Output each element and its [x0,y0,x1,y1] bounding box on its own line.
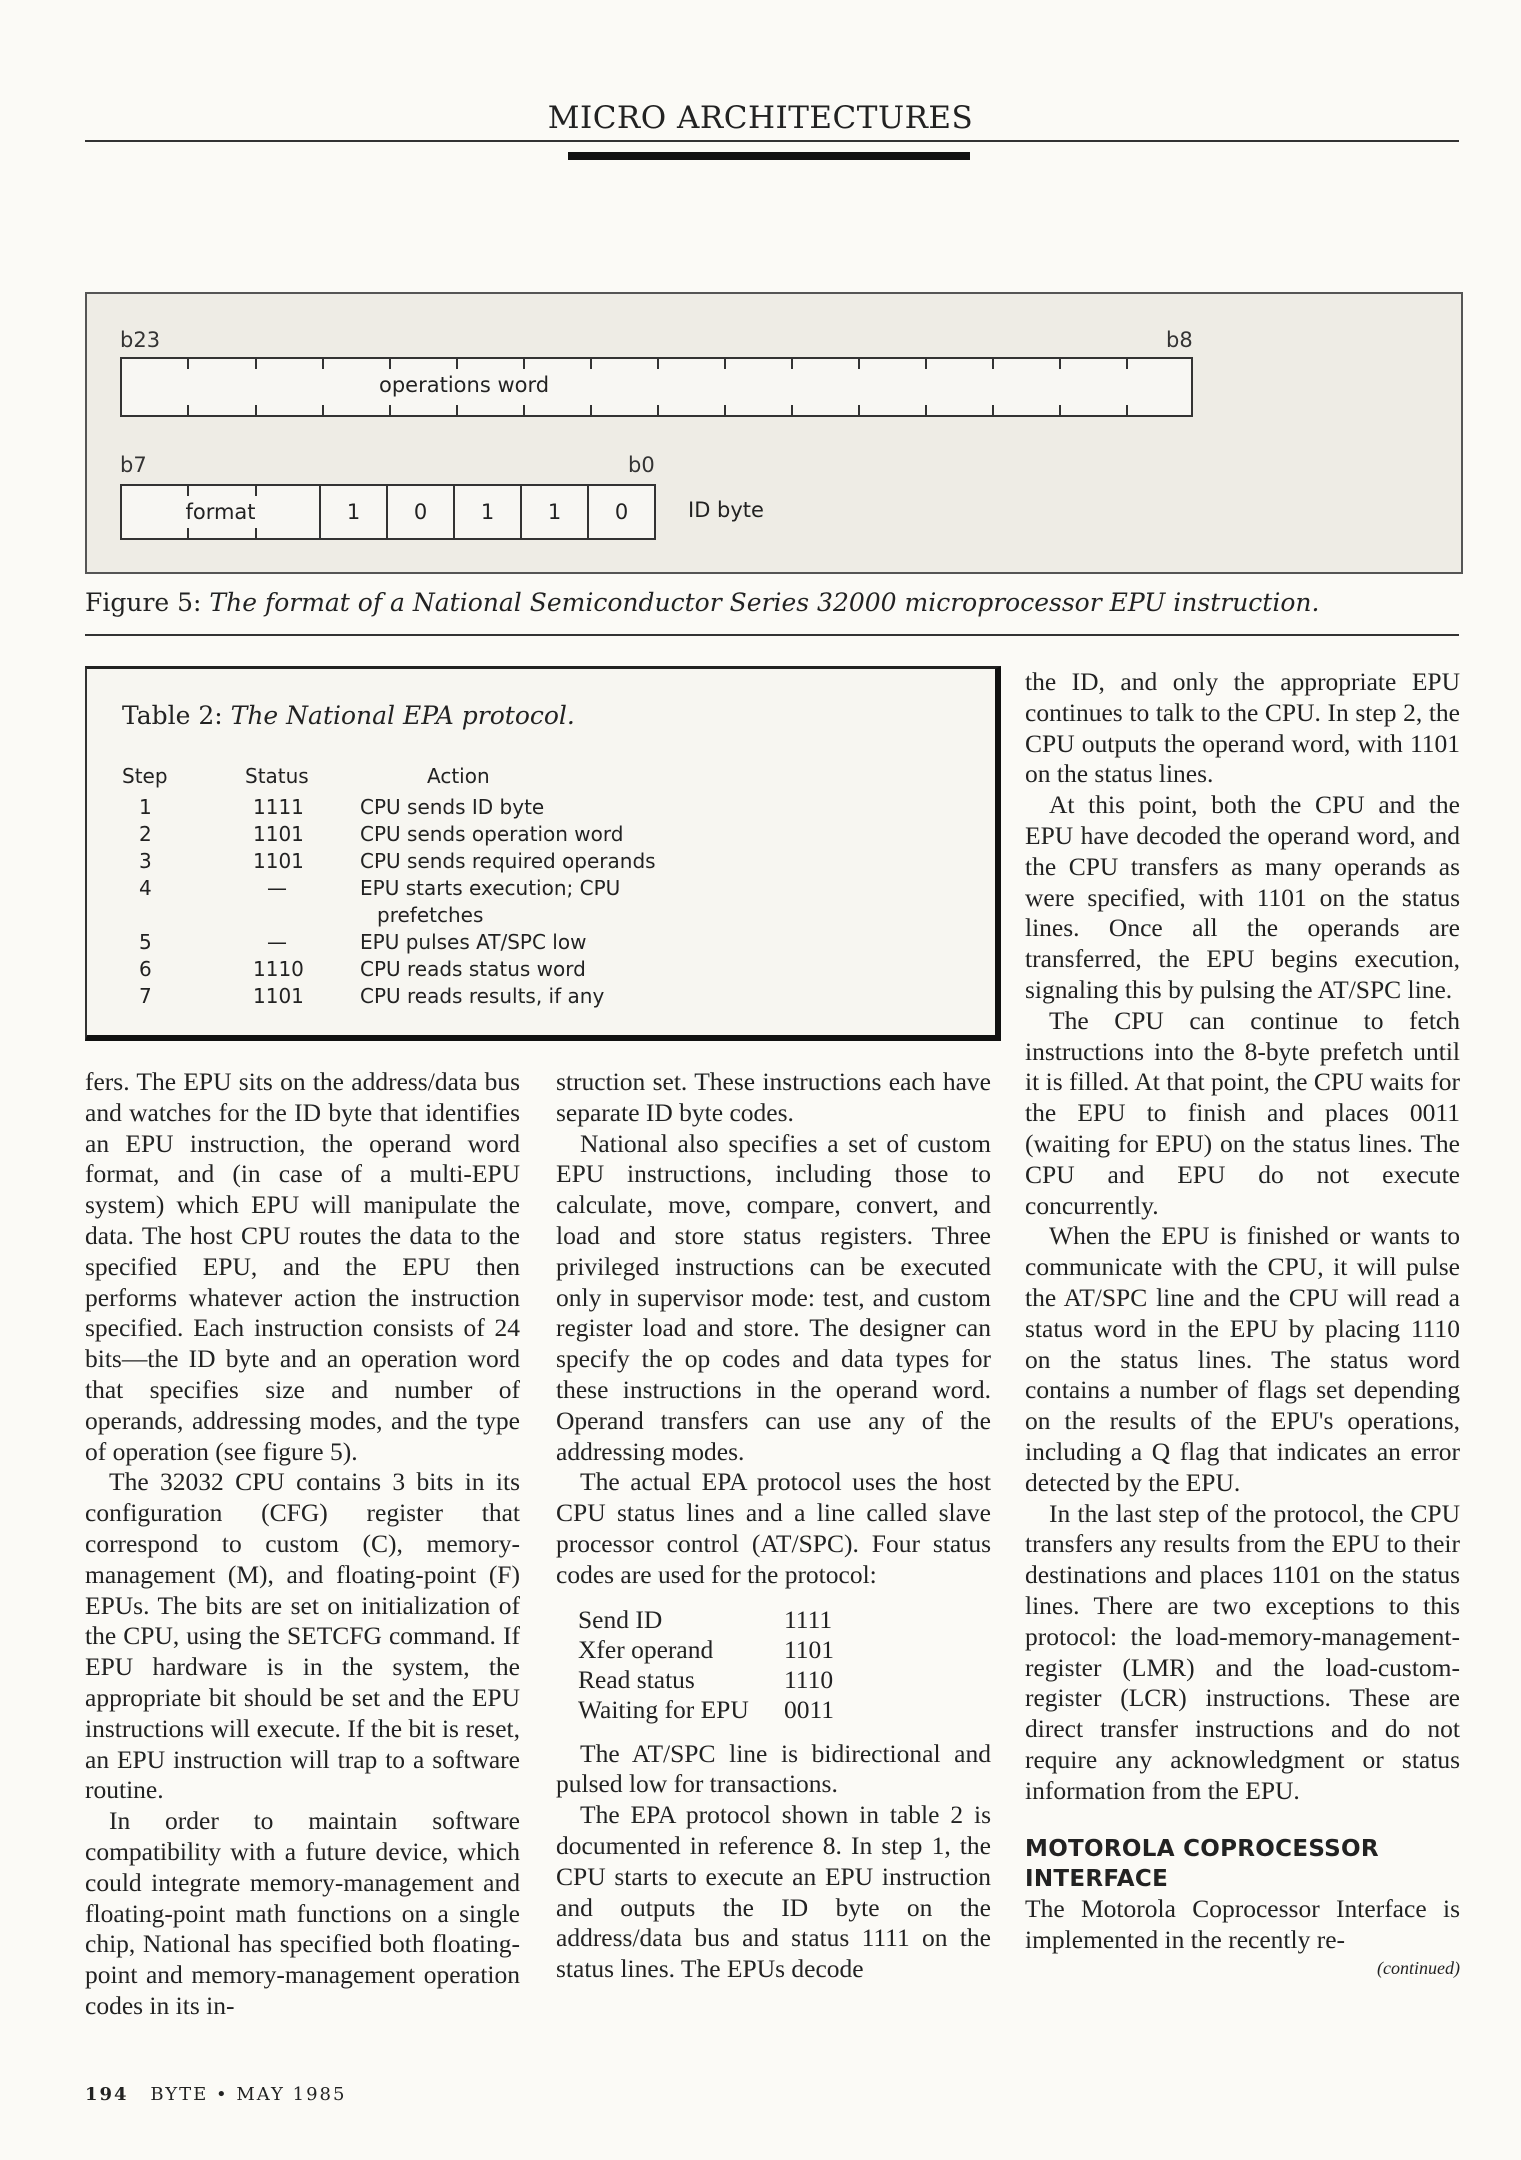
caption-rule [85,634,1459,636]
paragraph: struction set. These instructions each have separate ID byte codes. [556,1067,991,1127]
text-column-2 [556,1067,991,1985]
page-footer [85,2084,346,2105]
paragraph: National also specifies a set of custom EPU instructions, including those to calculate, move, compare, convert, and load and store status registers. Three privileged instructions can be executed only in supervisor mode: test, and custom register load and store. The designer can specify the op codes and data types for these instructions in the operand word. Operand transfers can use any of the addressing modes. [556,1128,991,1466]
operations-word-label: operations word [379,373,550,397]
status-code-row: Send ID 1111 [578,1604,833,1634]
id-bit-4: 1 [319,484,388,540]
bit-label-b8: b8 [1166,328,1193,352]
format-label: format [185,500,256,524]
paragraph: fers. The EPU sits on the address/data bus and watches for the ID byte that identifies an EPU instruction, the operand word format, and (in case of a multi-EPU system) which EPU will manipulate the data. The host CPU routes the data to the specified EPU, and the EPU then performs whatever action the instruction specified. Each instruction consists of 24 bits—the ID byte and an operation word that specifies size and number of operands, addressing modes, and the type of operation (see figure 5). [85,1067,520,1466]
paragraph: The EPA protocol shown in table 2 is documented in reference 8. In step 1, the CPU starts to execute an EPU instruction and outputs the ID byte on the address/data bus and status 1111 on the status lines. The EPUs decode [556,1800,991,1984]
text-column-3 [1025,667,1460,1980]
header-accent-bar [568,152,970,160]
paragraph: At this point, both the CPU and the EPU have decoded the operand word, and the CPU transfers as many operands as were specified, with 1101 on the status lines. Once all the operands are transferred, the EPU begins execution, signaling this by pulsing the AT/SPC line. [1025,790,1460,1004]
paragraph: When the EPU is finished or wants to communicate with the CPU, it will pulse the AT/SPC line and the CPU will read a status word in the EPU by placing 1110 on the status lines. The status word contains a number of flags set depending on the results of the EPU's operations, including a Q flag that indicates an error detected by the EPU. [1025,1221,1460,1497]
section-heading: MOTOROLA COPROCESSOR INTERFACE [1025,1836,1379,1893]
id-bit-2: 1 [453,484,522,540]
header-rule [85,140,1459,142]
paragraph: The actual EPA protocol uses the host CPU status lines and a line called slave processor control (AT/SPC). Four status codes are used for the protocol: [556,1467,991,1589]
status-code-list [578,1605,991,1725]
table-header-status: Status [245,764,309,788]
magazine-issue: BYTE • MAY 1985 [150,2084,347,2105]
paragraph: The 32032 CPU contains 3 bits in its configuration (CFG) register that correspond to custom (C), memory-management (M), and floating-point (F) EPUs. The bits are set on initialization of the CPU, using the SETCFG command. If EPU hardware is in the system, the appropriate bit should be set and the EPU instructions will execute. If the bit is reset, an EPU instruction will trap to a software routine. [85,1467,520,1805]
text-column-1 [85,1067,520,2022]
bit-label-b23: b23 [120,328,161,352]
page-number: 194 [85,2084,129,2105]
running-header: MICRO ARCHITECTURES [547,100,974,136]
paragraph: In the last step of the protocol, the CPU transfers any results from the EPU to their destinations and places 1101 on the status lines. There are two exceptions to this protocol: the load-memory-management-register (LMR) and the load-custom-register (LCR) instructions. These are direct transfer instructions and do not require any acknowledgment or status information from the EPU. [1025,1498,1460,1805]
status-code-row: Read status 1110 [578,1664,834,1694]
table-title: Table 2: The National EPA protocol. [122,701,575,730]
continued-note: (continued) [1377,1958,1460,1979]
paragraph: The Motorola Coprocessor Interface is implemented in the recently re- [1025,1894,1460,1955]
bit-label-b7: b7 [120,453,147,477]
figure-caption: Figure 5: The format of a National Semiconductor Series 32000 microprocessor EPU instruction. [85,588,1320,617]
paragraph: the ID, and only the appropriate EPU continues to talk to the CPU. In step 2, the CPU outputs the operand word, with 1101 on the status lines. [1025,667,1460,789]
paragraph: In order to maintain software compatibility with a future device, which could integrate memory-management and floating-point math functions on a single chip, National has specified both floating-point and memory-management operation codes in its in- [85,1806,520,2020]
table-header-action: Action [427,764,490,788]
id-bit-0: 0 [587,484,656,540]
id-bit-1: 1 [520,484,589,540]
status-code-row: Xfer operand 1101 [578,1634,835,1664]
format-field [120,484,321,540]
operations-word-box [120,357,1193,417]
bit-label-b0: b0 [628,453,655,477]
table-header-step: Step [122,764,168,788]
status-code-row: Waiting for EPU 0011 [578,1694,835,1724]
id-byte-label: ID byte [688,498,764,522]
id-bit-3: 0 [386,484,455,540]
paragraph: The AT/SPC line is bidirectional and pulsed low for transactions. [556,1738,991,1799]
paragraph: The CPU can continue to fetch instructions into the 8-byte prefetch until it is filled. At that point, the CPU waits for the EPU to finish and places 0011 (waiting for EPU) on the status lines. The CPU and EPU do not execute concurrently. [1025,1005,1460,1220]
table-2: Table 2: The National EPA protocol. Step Status Action 1 1111 CPU sends ID byte 2 1101 CPU sends operation word 3 1101 CPU sends required operands 4 — EPU starts execution; CPU prefetches 5 — EPU pulses AT/SPC low 6 1110 CPU reads status word 7 1101 CPU reads results, if any [85,666,1001,1041]
